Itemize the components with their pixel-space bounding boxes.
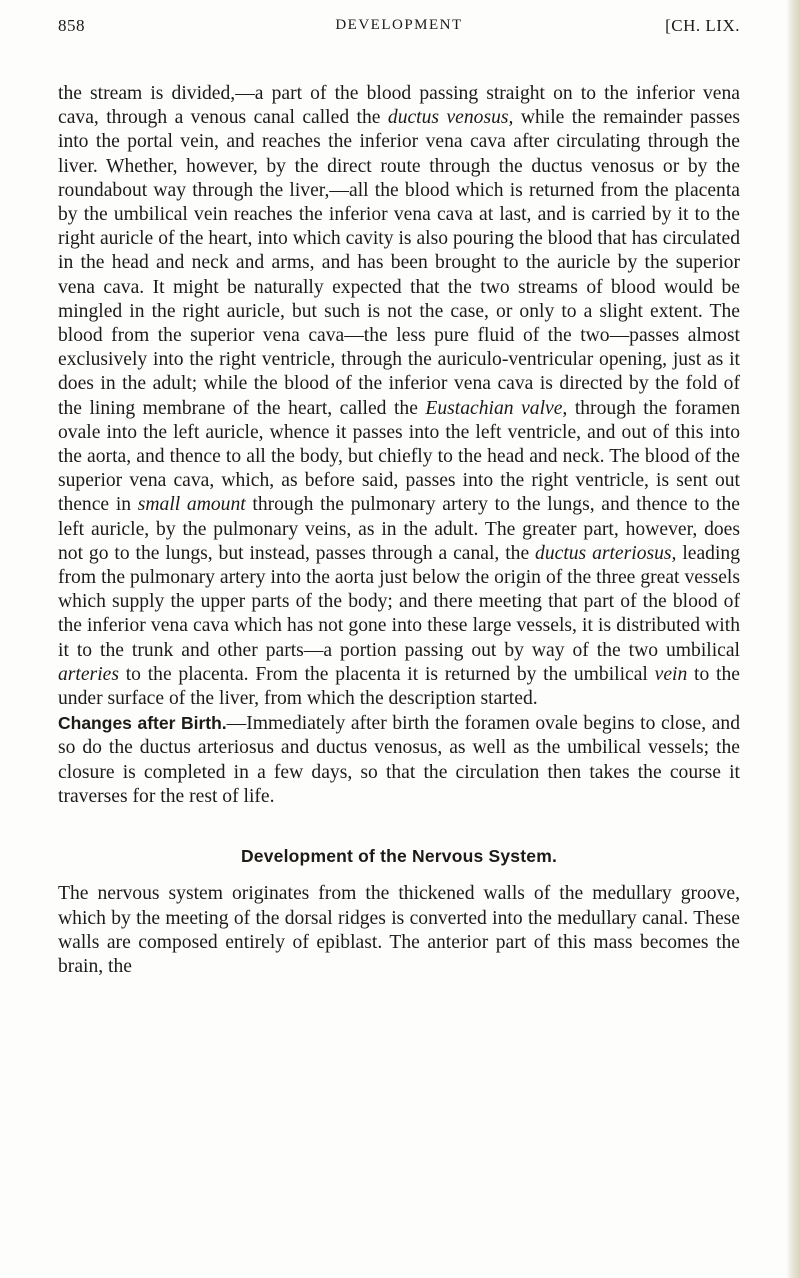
- text-run: to the under surface of the liver, from which the description started.: [58, 663, 740, 710]
- running-title: DEVELOPMENT: [335, 17, 463, 33]
- section-heading: Development of the Nervous System.: [240, 846, 558, 867]
- paragraph-changes-after-birth: [58, 711, 740, 809]
- text-run: while the remainder passes into the portal vein, and reaches the inferior vena cava after circulating through the liver. Whether, however, by the direct route through the ductus venosus or by the roundabout way through the liver,—all the blood which is returned from the placenta by the umbilical vein reaches the inferior vena cava at last, and is carried by it to the right auricle of the heart, into which cavity is also pouring the blood that has circulated in the head and neck and arms, and has been brought to the auricle by the superior vena cava. It might be naturally expected that the two streams of blood would be mingled in the right auricle, but such is not the case, or only to a slight extent. The blood from the superior vena cava—the less pure fluid of the two—passes almost exclusively into the right ventricle, through the auriculo-ventricular opening, just as it does in the adult; while the blood of the inferior vena cava is directed by the fold of the lining membrane of the heart, called the: [58, 107, 741, 419]
- side-heading-changes-after-birth: Changes after Birth.: [58, 713, 227, 734]
- term-small-amount: small amount: [137, 494, 246, 516]
- page-edge-shadow: [786, 0, 800, 1278]
- text-run: through the pulmonary artery to the lungs, and thence to the left auricle, by the pulmonary veins, as in the adult. The greater part, however, does not go to the lungs, but instead, passes through a canal, the: [58, 494, 740, 564]
- body-text: [58, 82, 740, 979]
- text-run: the stream is divided,—a part of the blood passing straight on to the inferior vena cava, through a venous canal called the: [58, 83, 740, 129]
- running-head: [58, 16, 740, 46]
- term-eustachian-valve: Eustachian valve,: [425, 397, 568, 419]
- paragraph-nervous-system: The nervous system originates from the thickened walls of the medullary groove, which by the meeting of the dorsal ridges is converted into the medullary canal. These walls are composed entirely of epiblast. The anterior part of this mass becomes the brain, the: [58, 883, 740, 977]
- term-ductus-arteriosus: ductus arteriosus,: [535, 542, 677, 564]
- term-ductus-venosus: ductus venosus,: [387, 107, 514, 129]
- term-vein: vein: [654, 663, 688, 685]
- text-run: through the foramen ovale into the left auricle, whence it passes into the left ventricle, and out of this into the aorta, and thence to all the body, but chiefly to the head and neck. The blood of the superior vena cava, which, as before said, passes into the right ventricle, is sent out thence in: [58, 397, 740, 516]
- chapter-reference: [CH. LIX.: [665, 16, 740, 35]
- paragraph-fetal-circulation: [58, 82, 740, 711]
- page-number: 858: [58, 16, 85, 35]
- text-run: to the placenta. From the placenta it is returned by the umbilical: [118, 663, 655, 685]
- text-run: leading from the pulmonary artery into the aorta just below the origin of the three great vessels which supply the upper parts of the body; and there meeting that part of the blood of the inferior vena cava which has not gone into these large vessels, it is distributed with it to the trunk and other parts—a portion passing out by way of the two umbilical: [58, 542, 741, 661]
- text-run: —Immediately after birth the foramen ovale begins to close, and so do the ductus arteriosus and ductus venosus, as well as the umbilical vessels; the closure is completed in a few days, so that the circulation then takes the course it traverses for the rest of life.: [58, 713, 741, 807]
- term-arteries: arteries: [58, 663, 119, 685]
